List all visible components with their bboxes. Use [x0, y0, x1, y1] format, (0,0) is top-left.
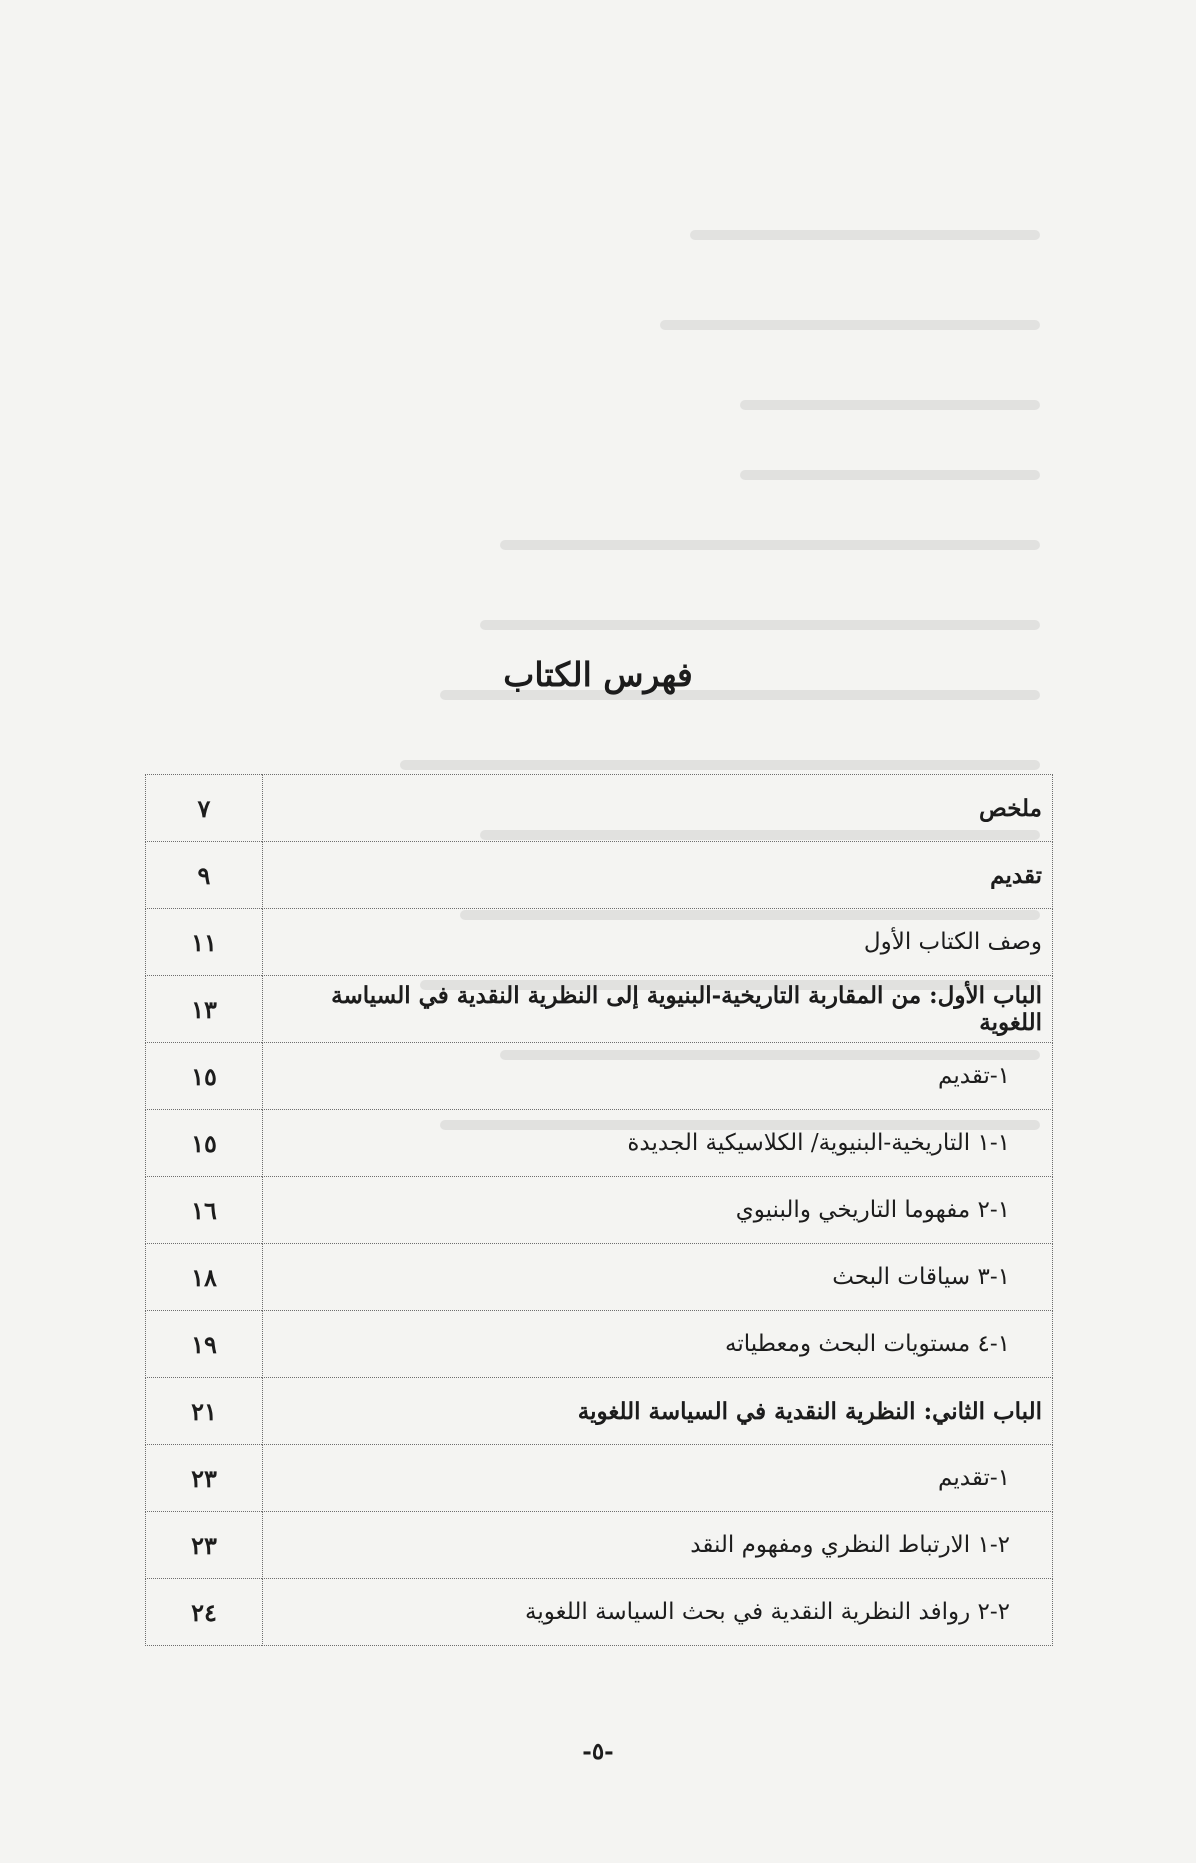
- toc-page-number: ٩: [146, 842, 263, 909]
- toc-row: [146, 842, 1053, 909]
- toc-entry: الباب الثاني: النظرية النقدية في السياسة اللغوية: [263, 1378, 1053, 1445]
- toc-page-number: ١٥: [146, 1110, 263, 1177]
- toc-row: [146, 775, 1053, 842]
- toc-row: [146, 1244, 1053, 1311]
- toc-entry: وصف الكتاب الأول: [263, 909, 1053, 976]
- toc-entry: الباب الأول: من المقاربة التاريخية-البنيوية إلى النظرية النقدية في السياسة اللغوية: [263, 976, 1053, 1043]
- toc-page-number: ١١: [146, 909, 263, 976]
- toc-entry: ١-٢ مفهوما التاريخي والبنيوي: [263, 1177, 1053, 1244]
- toc-page-number: ٢١: [146, 1378, 263, 1445]
- toc-entry: ٢-٢ روافد النظرية النقدية في بحث السياسة اللغوية: [263, 1579, 1053, 1646]
- toc-entry: ١-٣ سياقات البحث: [263, 1244, 1053, 1311]
- toc-entry: ١-١ التاريخية-البنيوية/ الكلاسيكية الجديدة: [263, 1110, 1053, 1177]
- toc-row: [146, 976, 1053, 1043]
- toc-row: [146, 1512, 1053, 1579]
- page-footer-number: -٥-: [582, 1738, 614, 1765]
- toc-row: [146, 1378, 1053, 1445]
- toc-page-number: ١٦: [146, 1177, 263, 1244]
- toc-page-number: ١٩: [146, 1311, 263, 1378]
- toc-row: [146, 909, 1053, 976]
- toc-row: [146, 1177, 1053, 1244]
- toc-entry: ٢-١ الارتباط النظري ومفهوم النقد: [263, 1512, 1053, 1579]
- toc-row: [146, 1579, 1053, 1646]
- toc-entry: ١-تقديم: [263, 1445, 1053, 1512]
- toc-page-number: ٧: [146, 775, 263, 842]
- toc-page-number: ١٣: [146, 976, 263, 1043]
- toc-page-number: ٢٣: [146, 1512, 263, 1579]
- toc-row: [146, 1110, 1053, 1177]
- toc-row: [146, 1043, 1053, 1110]
- toc-entry: ملخص: [263, 775, 1053, 842]
- page-title: فهرس الكتاب: [503, 655, 693, 694]
- toc-entry: ١-٤ مستويات البحث ومعطياته: [263, 1311, 1053, 1378]
- toc-row: [146, 1311, 1053, 1378]
- toc-page-number: ١٨: [146, 1244, 263, 1311]
- toc-entry: تقديم: [263, 842, 1053, 909]
- toc-page-number: ٢٤: [146, 1579, 263, 1646]
- toc-entry: ١-تقديم: [263, 1043, 1053, 1110]
- toc-page-number: ١٥: [146, 1043, 263, 1110]
- table-of-contents: [145, 774, 1053, 1646]
- toc-page-number: ٢٣: [146, 1445, 263, 1512]
- toc-row: [146, 1445, 1053, 1512]
